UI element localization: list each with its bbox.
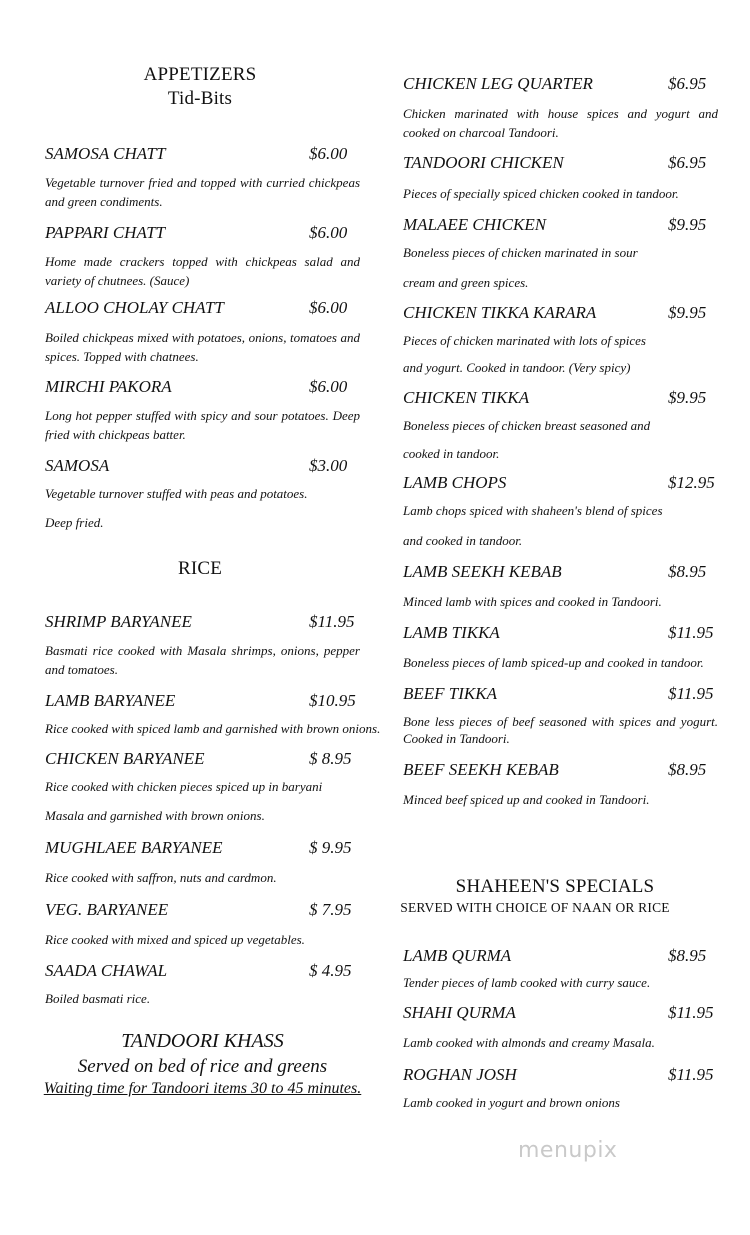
- menu-item-price: $3.00: [309, 456, 348, 475]
- menu-item-price: $6.00: [309, 223, 348, 242]
- menu-item-description: Bone less pieces of beef seasoned with spices and yogurt. Cooked in Tandoori.: [403, 714, 718, 746]
- menu-item-name: CHICKEN LEG QUARTER: [403, 74, 593, 93]
- menu-item-name: SHRIMP BARYANEE: [45, 612, 192, 631]
- menu-item-price: $11.95: [668, 684, 714, 703]
- menu-item-price: $8.95: [668, 562, 707, 581]
- menu-item-price: $ 4.95: [309, 961, 352, 980]
- menu-item-description: Chicken marinated with house spices and yogurt and cooked on charcoal Tandoori.: [403, 106, 718, 140]
- menu-item-price: $8.95: [668, 760, 707, 779]
- tandoori-subheading: Served on bed of rice and greens: [77, 1056, 328, 1077]
- appetizers-subheading: Tid-Bits: [167, 88, 233, 109]
- menu-item-description: Long hot pepper stuffed with spicy and sour potatoes. Deep fried with chickpeas batter.: [45, 408, 360, 442]
- menu-item-price: $10.95: [309, 691, 356, 710]
- menu-item-name: LAMB QURMA: [403, 946, 512, 965]
- menu-item-name: LAMB BARYANEE: [45, 691, 176, 710]
- menu-item-price: $11.95: [668, 623, 714, 642]
- menu-item-description: and yogurt. Cooked in tandoor. (Very spicy): [403, 360, 631, 375]
- menu-item-price: $11.95: [309, 612, 355, 631]
- menu-item-description: Rice cooked with spiced lamb and garnished with brown onions.: [45, 721, 381, 736]
- menu-item-name: LAMB SEEKH KEBAB: [403, 562, 562, 581]
- menu-item-name: SAADA CHAWAL: [45, 961, 168, 980]
- menu-item-name: SAMOSA CHATT: [45, 144, 166, 163]
- menu-item-description: Masala and garnished with brown onions.: [45, 808, 265, 823]
- menu-item-description: Lamb chops spiced with shaheen's blend of spices: [403, 503, 663, 518]
- menu-item-price: $12.95: [668, 473, 715, 492]
- menu-item-price: $6.00: [309, 377, 348, 396]
- rice-heading: RICE: [177, 558, 223, 579]
- menu-item-description: cream and green spices.: [403, 275, 529, 290]
- menu-item-name: SHAHI QURMA: [403, 1003, 516, 1022]
- menu-item-description: Vegetable turnover stuffed with peas and potatoes.: [45, 486, 308, 501]
- menu-item-price: $ 9.95: [309, 838, 352, 857]
- menu-item-price: $6.95: [668, 153, 707, 172]
- menu-item-description: Boiled basmati rice.: [45, 991, 151, 1006]
- menu-item-description: Vegetable turnover fried and topped with curried chickpeas and green condiments.: [45, 175, 360, 209]
- menu-item-name: VEG. BARYANEE: [45, 900, 169, 919]
- menu-item-description: Boiled chickpeas mixed with potatoes, onions, tomatoes and spices. Topped with chatnees.: [45, 330, 360, 364]
- appetizers-heading: APPETIZERS: [143, 64, 257, 85]
- menu-item-price: $9.95: [668, 388, 707, 407]
- menu-item-price: $6.95: [668, 74, 707, 93]
- menu-item-name: LAMB TIKKA: [403, 623, 500, 642]
- tandoori-waiting-note: Waiting time for Tandoori items 30 to 45 minutes.: [43, 1080, 362, 1097]
- menu-item-description: Basmati rice cooked with Masala shrimps, onions, pepper and tomatoes.: [45, 643, 360, 677]
- menu-item-description: Rice cooked with mixed and spiced up vegetables.: [45, 932, 305, 947]
- menu-item-description: Boneless pieces of chicken breast seasoned and: [403, 418, 651, 433]
- menu-item-name: CHICKEN TIKKA KARARA: [403, 303, 597, 322]
- menu-item-name: ALLOO CHOLAY CHATT: [45, 298, 224, 317]
- menu-item-description: and cooked in tandoor.: [403, 533, 523, 548]
- menu-item-name: MUGHLAEE BARYANEE: [45, 838, 223, 857]
- specials-heading: SHAHEEN'S SPECIALS: [455, 876, 655, 897]
- menu-item-name: BEEF SEEKH KEBAB: [403, 760, 559, 779]
- specials-subheading: SERVED WITH CHOICE OF NAAN OR RICE: [400, 900, 670, 915]
- menu-item-description: Boneless pieces of chicken marinated in sour: [403, 245, 638, 260]
- menu-item-description: Pieces of specially spiced chicken cooked in tandoor.: [403, 186, 679, 201]
- menu-item-description: Pieces of chicken marinated with lots of spices: [403, 333, 646, 348]
- menu-item-description: Minced lamb with spices and cooked in Tandoori.: [403, 594, 662, 609]
- menu-item-description: Rice cooked with saffron, nuts and cardmon.: [45, 870, 277, 885]
- menu-item-description: Lamb cooked in yogurt and brown onions: [403, 1095, 620, 1110]
- menu-item-price: $9.95: [668, 215, 707, 234]
- menu-item-price: $ 8.95: [309, 749, 352, 768]
- menu-item-name: MIRCHI PAKORA: [45, 377, 172, 396]
- menu-item-description: Home made crackers topped with chickpeas salad and variety of chutnees. (Sauce): [45, 254, 360, 288]
- menu-item-name: LAMB CHOPS: [403, 473, 507, 492]
- menu-item-description: Lamb cooked with almonds and creamy Masala.: [403, 1035, 655, 1050]
- menu-item-name: MALAEE CHICKEN: [403, 215, 547, 234]
- menu-item-price: $11.95: [668, 1065, 714, 1084]
- menu-item-price: $9.95: [668, 303, 707, 322]
- menu-item-description: Rice cooked with chicken pieces spiced up in baryani: [45, 779, 323, 794]
- menu-item-description: Deep fried.: [45, 515, 104, 530]
- menu-item-description: Boneless pieces of lamb spiced-up and cooked in tandoor.: [403, 655, 704, 670]
- menu-item-description: Minced beef spiced up and cooked in Tandoori.: [403, 792, 650, 807]
- menu-item-name: CHICKEN BARYANEE: [45, 749, 205, 768]
- watermark-logo: menupix: [518, 1138, 618, 1163]
- menu-item-price: $ 7.95: [309, 900, 352, 919]
- menu-item-price: $11.95: [668, 1003, 714, 1022]
- menu-item-name: CHICKEN TIKKA: [403, 388, 530, 407]
- menu-item-price: $6.00: [309, 298, 348, 317]
- menu-item-price: $6.00: [309, 144, 348, 163]
- menu-item-name: BEEF TIKKA: [403, 684, 497, 703]
- menu-item-name: SAMOSA: [45, 456, 110, 475]
- menu-item-name: TANDOORI CHICKEN: [403, 153, 564, 172]
- menu-item-description: cooked in tandoor.: [403, 446, 500, 461]
- tandoori-heading: TANDOORI KHASS: [121, 1030, 284, 1052]
- menu-item-name: ROGHAN JOSH: [403, 1065, 517, 1084]
- menu-item-description: Tender pieces of lamb cooked with curry sauce.: [403, 975, 651, 990]
- menu-item-name: PAPPARI CHATT: [45, 223, 166, 242]
- menu-item-price: $8.95: [668, 946, 707, 965]
